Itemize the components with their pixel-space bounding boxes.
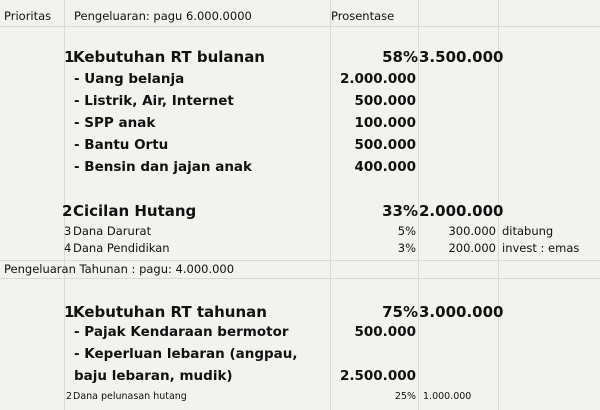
list-item-value: 500.000 xyxy=(354,137,416,153)
list-item-label-continued: baju lebaran, mudik) xyxy=(74,368,233,384)
header-prosentase: Prosentase xyxy=(331,9,395,23)
annual-number: 1 xyxy=(64,303,75,321)
section1-percent: 58% xyxy=(382,48,418,66)
list-item-label: - Listrik, Air, Internet xyxy=(74,93,234,109)
row4-note: invest : emas xyxy=(502,241,580,255)
list-item-label: - Pajak Kendaraan bermotor xyxy=(74,324,289,340)
list-item-value: 400.000 xyxy=(354,159,416,175)
header-prioritas: Prioritas xyxy=(4,9,52,23)
grid-line xyxy=(0,278,600,279)
row4-amount: 200.000 xyxy=(448,241,496,255)
section2-percent: 33% xyxy=(382,202,418,220)
row4-label: Dana Pendidikan xyxy=(73,241,170,255)
last-row-percent: 25% xyxy=(394,391,416,402)
row3-percent: 5% xyxy=(397,224,416,238)
row3-note: ditabung xyxy=(502,224,554,238)
row4-number: 4 xyxy=(64,241,72,255)
section1-amount: 3.500.000 xyxy=(419,48,504,66)
row3-amount: 300.000 xyxy=(448,224,496,238)
list-item-value: 500.000 xyxy=(354,324,416,340)
list-item-value: 100.000 xyxy=(354,115,416,131)
list-item-value: 2.000.000 xyxy=(339,71,416,87)
list-item-label: - Bantu Ortu xyxy=(74,137,169,153)
list-item-label: - Bensin dan jajan anak xyxy=(74,159,253,175)
annual-title: Kebutuhan RT tahunan xyxy=(73,303,267,321)
section2-title: Cicilan Hutang xyxy=(73,202,197,220)
section1-number: 1 xyxy=(64,48,75,66)
list-item-label: - Uang belanja xyxy=(74,71,185,87)
list-item-label: - Keperluan lebaran (angpau, xyxy=(74,346,298,362)
last-row-amount: 1.000.000 xyxy=(423,391,472,402)
section2-number: 2 xyxy=(62,202,73,220)
list-item-value: 2.500.000 xyxy=(339,368,416,384)
last-row-label: Dana pelunasan hutang xyxy=(73,391,187,402)
section2-amount: 2.000.000 xyxy=(419,202,504,220)
grid-line xyxy=(330,0,331,410)
row3-number: 3 xyxy=(64,224,72,238)
row3-label: Dana Darurat xyxy=(73,224,152,238)
annual-amount: 3.000.000 xyxy=(419,303,504,321)
list-item-value: 500.000 xyxy=(354,93,416,109)
grid-line xyxy=(0,26,600,27)
annual-percent: 75% xyxy=(382,303,418,321)
last-row-number: 2 xyxy=(66,391,73,402)
annual-header: Pengeluaran Tahunan : pagu: 4.000.000 xyxy=(4,262,235,276)
grid-line xyxy=(0,260,600,261)
section1-title: Kebutuhan RT bulanan xyxy=(73,48,265,66)
header-pengeluaran: Pengeluaran: pagu 6.000.0000 xyxy=(74,9,252,23)
list-item-label: - SPP anak xyxy=(74,115,156,131)
row4-percent: 3% xyxy=(397,241,416,255)
